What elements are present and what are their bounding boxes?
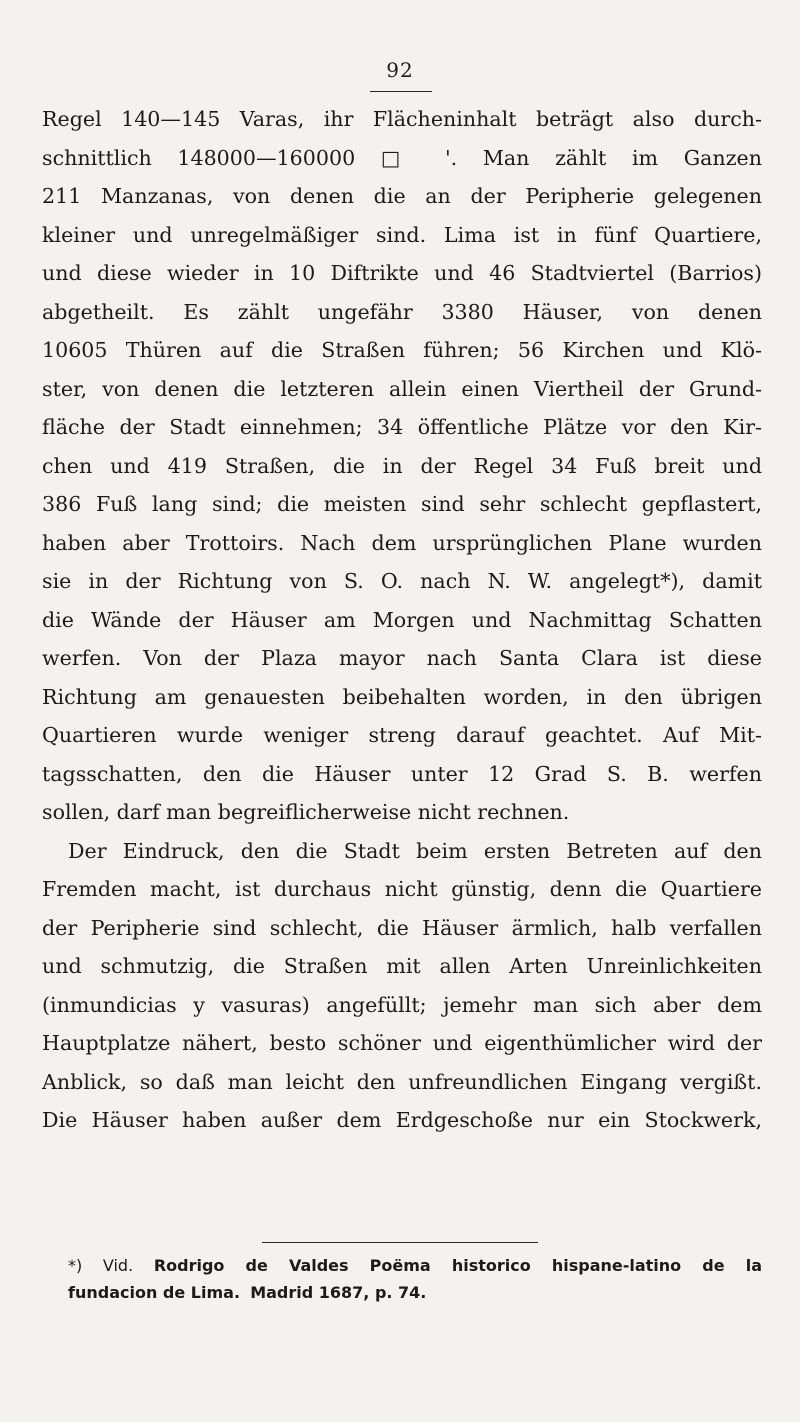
footnote-marker: *) <box>68 1256 83 1275</box>
text-line: fläche der Stadt einnehmen; 34 öffentliche Plätze vor den Kir- <box>42 415 762 439</box>
footnote-line-1 <box>68 1252 762 1279</box>
footnote <box>68 1252 762 1306</box>
text-line: der Peripherie sind schlecht, die Häuser ärmlich, halb verfallen <box>42 915 762 940</box>
text-line-paragraph-end: sollen, darf man begreiflicherweise nicht rechnen. <box>42 800 570 824</box>
text-line: Regel 140—145 Varas, ihr Flächeninhalt beträgt also durch- <box>42 107 762 131</box>
text-line: ster, von denen die letzteren allein einen Viertheil der Grund- <box>42 376 762 401</box>
footnote-rule <box>262 1242 538 1243</box>
page-number: 92 <box>386 58 414 82</box>
page-number-rule <box>370 91 432 92</box>
text-line: 386 Fuß lang sind; die meisten sind sehr schlecht gepflastert, <box>42 492 762 516</box>
text-line: Die Häuser haben außer dem Erdgeschoße nur ein Stockwerk, <box>42 1108 762 1132</box>
footnote-citation-cont: fundacion de Lima. <box>68 1283 241 1302</box>
text-line: Richtung am genauesten beibehalten worden, in den übrigen <box>42 684 762 709</box>
text-line: (inmundicias y vasuras) angefüllt; jemehr man sich aber dem <box>42 992 762 1017</box>
text-line: 211 Manzanas, von denen die an der Peripherie gelegenen <box>42 184 762 208</box>
text-line: Anblick, so daß man leicht den unfreundlichen Eingang vergißt. <box>42 1069 762 1094</box>
text-line: Hauptplatze nähert, besto schöner und eigenthümlicher wird der <box>42 1031 762 1055</box>
text-line: kleiner und unregelmäßiger sind. Lima ist in fünf Quartiere, <box>42 222 762 247</box>
footnote-line-2 <box>68 1279 762 1306</box>
footnote-citation: Rodrigo de Valdes Poëma historico hispane-latino de la <box>153 1256 762 1275</box>
text-line: haben aber Trottoirs. Nach dem ursprünglichen Plane wurden <box>42 530 762 555</box>
text-line: werfen. Von der Plaza mayor nach Santa Clara ist diese <box>42 646 762 670</box>
text-line: Fremden macht, ist durchaus nicht günstig, denn die Quartiere <box>42 877 762 901</box>
text-line: 10605 Thüren auf die Straßen führen; 56 Kirchen und Klö- <box>42 338 762 362</box>
text-line: abgetheilt. Es zählt ungefähr 3380 Häuser, von denen <box>42 299 762 324</box>
text-line: schnittlich 148000—160000 □ '. Man zählt im Ganzen <box>42 145 762 170</box>
text-line: sie in der Richtung von S. O. nach N. W. angelegt*), damit <box>42 569 762 593</box>
footnote-abbrev: Vid. <box>102 1256 134 1275</box>
footnote-imprint: Madrid 1687, p. 74. <box>250 1283 427 1302</box>
text-line: und schmutzig, die Straßen mit allen Arten Unreinlichkeiten <box>42 954 762 978</box>
text-line: die Wände der Häuser am Morgen und Nachmittag Schatten <box>42 607 762 632</box>
text-line: Quartieren wurde weniger streng darauf geachtet. Auf Mit- <box>42 723 762 747</box>
body-text <box>42 100 762 1140</box>
text-line: chen und 419 Straßen, die in der Regel 34 Fuß breit und <box>42 453 762 478</box>
text-line: und diese wieder in 10 Diftrikte und 46 Stadtviertel (Barrios) <box>42 261 762 285</box>
text-line: tagsschatten, den die Häuser unter 12 Grad S. B. werfen <box>42 761 762 786</box>
text-line-paragraph-start: Der Eindruck, den die Stadt beim ersten Betreten auf den <box>68 838 762 863</box>
